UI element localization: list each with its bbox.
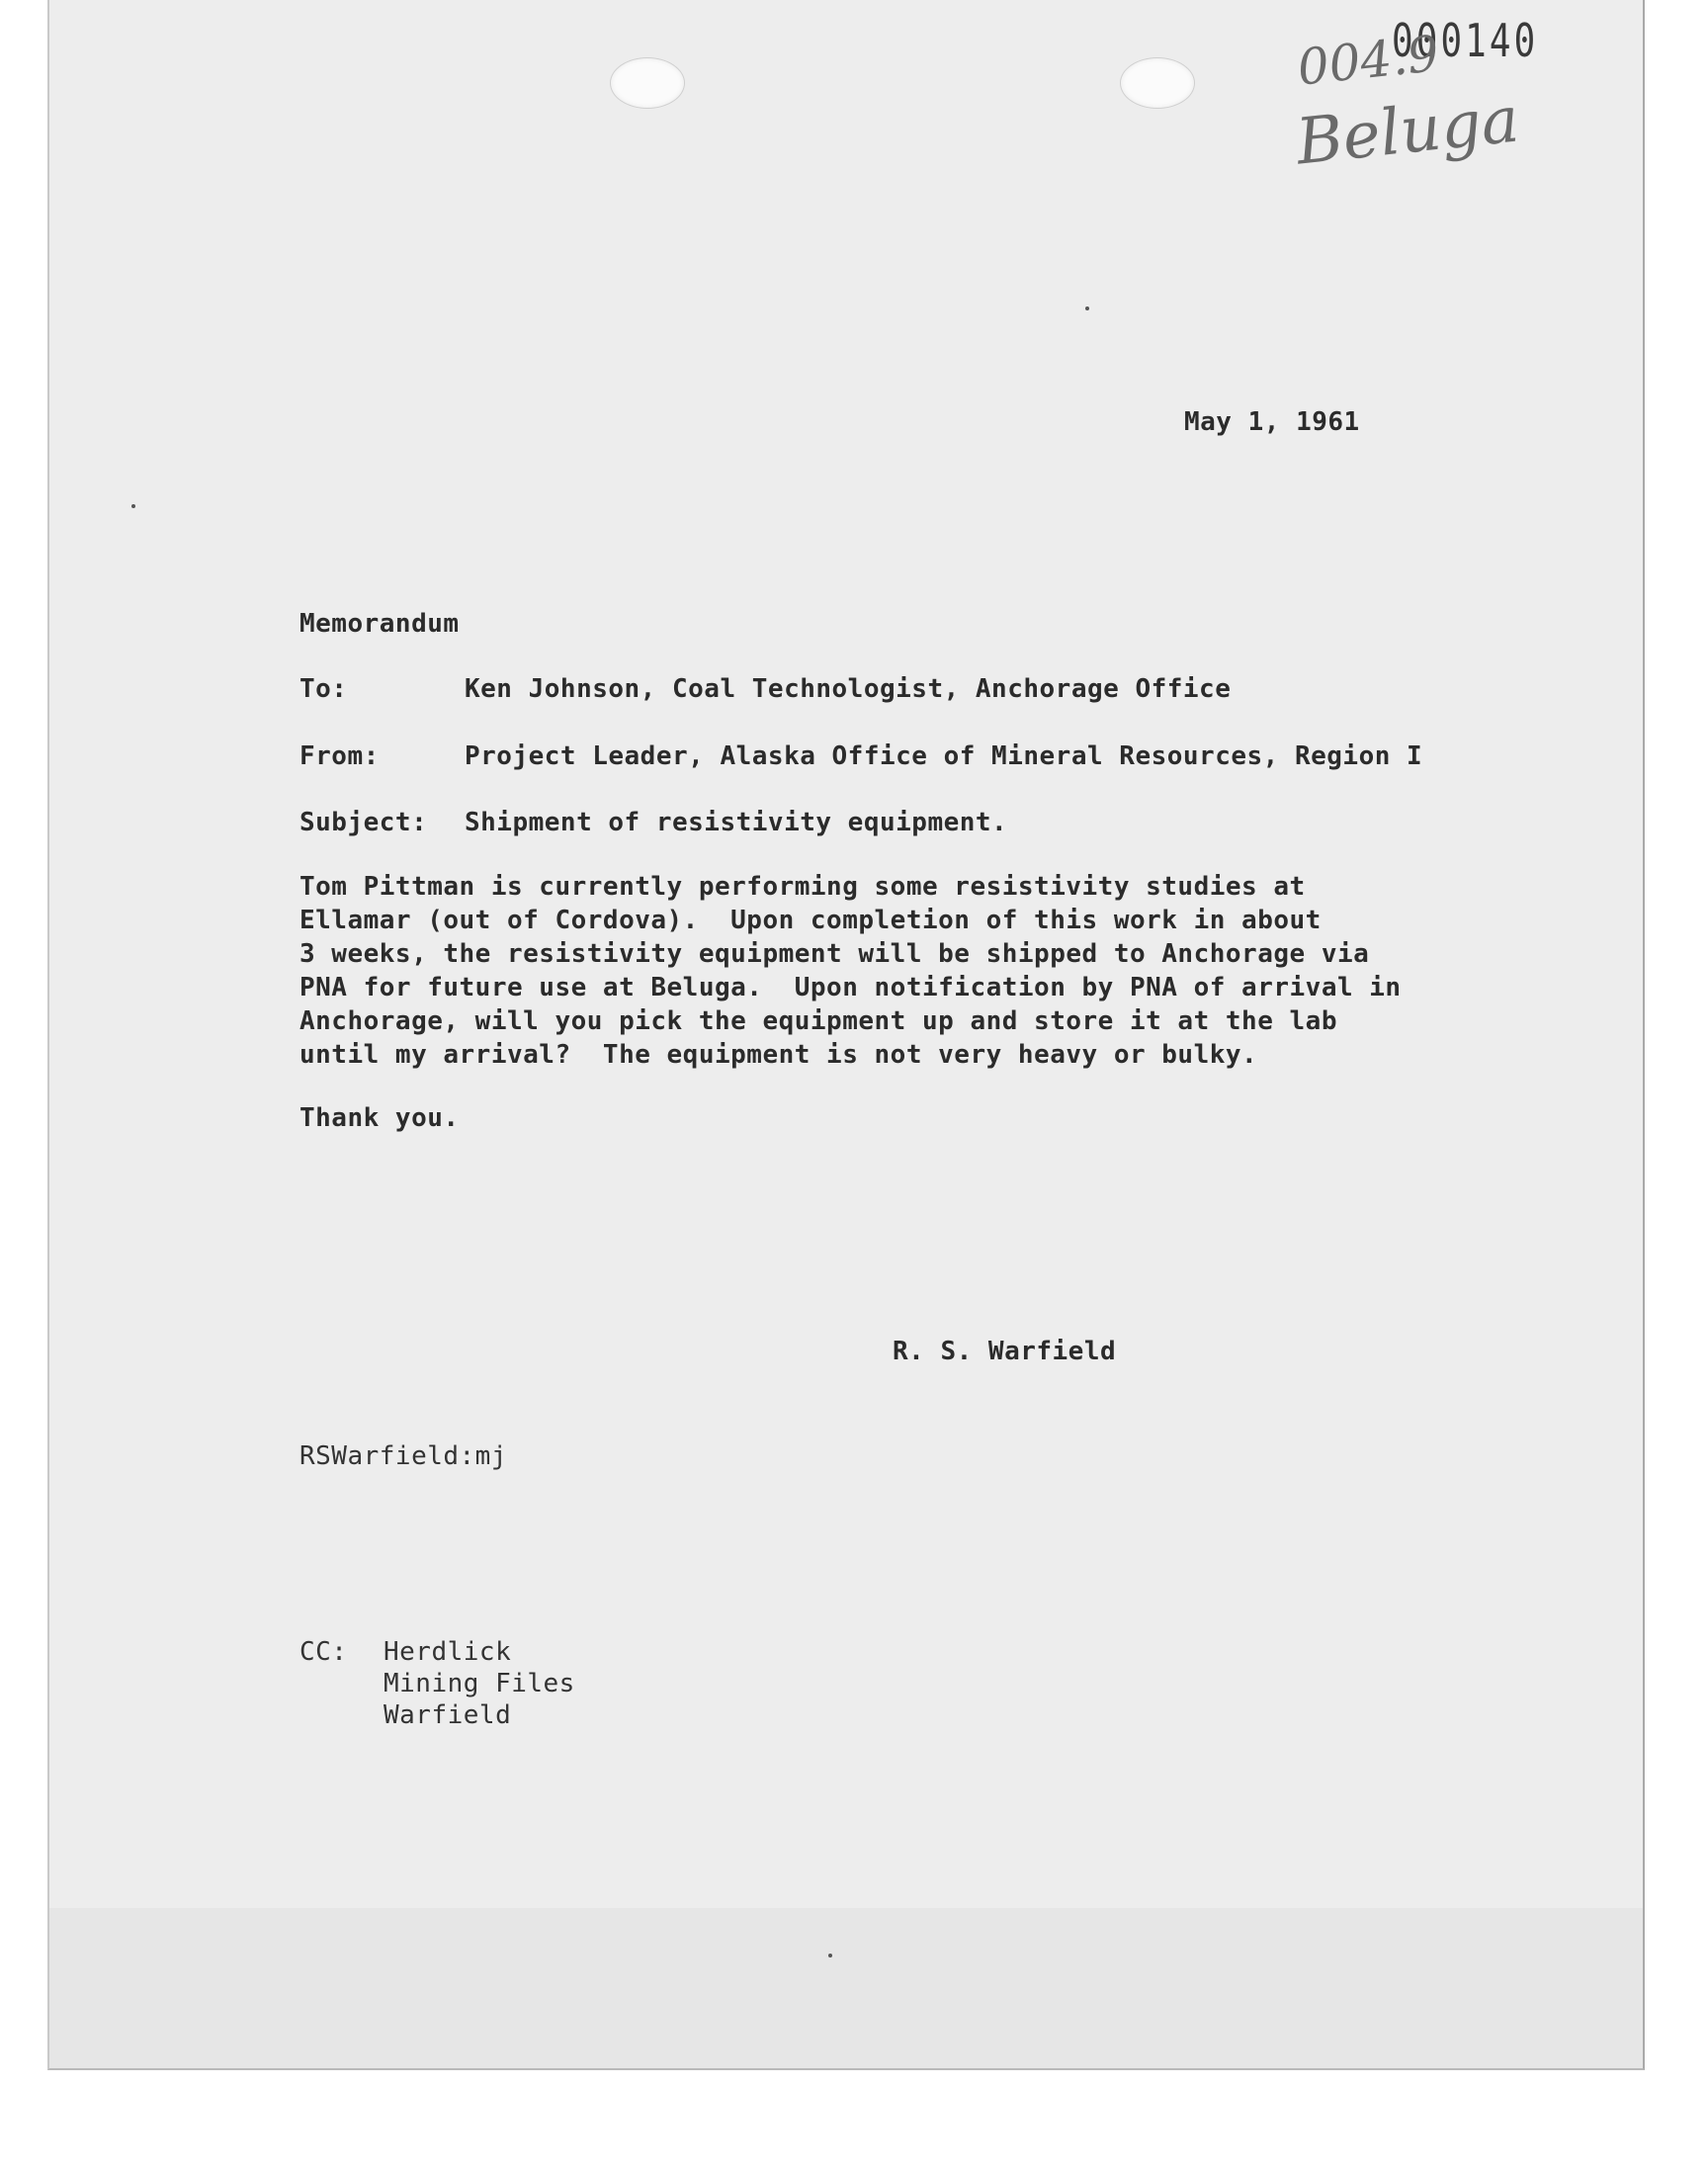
memo-body-line: Anchorage, will you pick the equipment up and store it at the lab <box>299 1006 1337 1036</box>
paper-speck <box>828 1954 832 1958</box>
document-stamp-number: 000140 <box>1392 14 1539 67</box>
punch-hole-right <box>1120 57 1195 109</box>
cc-recipient: Mining Files <box>384 1669 575 1698</box>
cc-recipient: Warfield <box>384 1700 512 1730</box>
paper-speck <box>1085 306 1089 310</box>
memo-title: Memorandum <box>299 609 460 639</box>
cc-recipient: Herdlick <box>384 1637 512 1667</box>
subject-value: Shipment of resistivity equipment. <box>465 808 1008 837</box>
handwritten-project-name: Beluga <box>1293 83 1523 180</box>
cc-label: CC: <box>299 1637 348 1667</box>
page-shading <box>49 1908 1643 2068</box>
to-label: To: <box>299 674 348 704</box>
from-label: From: <box>299 741 380 771</box>
handwritten-file-code: 004.9 <box>1295 25 1442 97</box>
memo-body-line: until my arrival? The equipment is not very heavy or bulky. <box>299 1040 1258 1070</box>
to-value: Ken Johnson, Coal Technologist, Anchorage Office <box>465 674 1232 704</box>
memo-body-line: Ellamar (out of Cordova). Upon completion of this work in about <box>299 906 1322 935</box>
subject-label: Subject: <box>299 808 428 837</box>
memo-body-line: Tom Pittman is currently performing some resistivity studies at <box>299 872 1306 902</box>
memo-closing: Thank you. <box>299 1103 460 1133</box>
from-value: Project Leader, Alaska Office of Mineral Resources, Region I <box>465 741 1423 771</box>
paper-speck <box>131 504 135 508</box>
memo-body-line: 3 weeks, the resistivity equipment will be shipped to Anchorage via <box>299 939 1370 969</box>
punch-hole-left <box>610 57 685 109</box>
memo-date: May 1, 1961 <box>1184 407 1360 437</box>
memo-signature: R. S. Warfield <box>893 1337 1117 1366</box>
memo-body-line: PNA for future use at Beluga. Upon notification by PNA of arrival in <box>299 973 1402 1002</box>
typist-initials: RSWarfield:mj <box>299 1441 507 1471</box>
